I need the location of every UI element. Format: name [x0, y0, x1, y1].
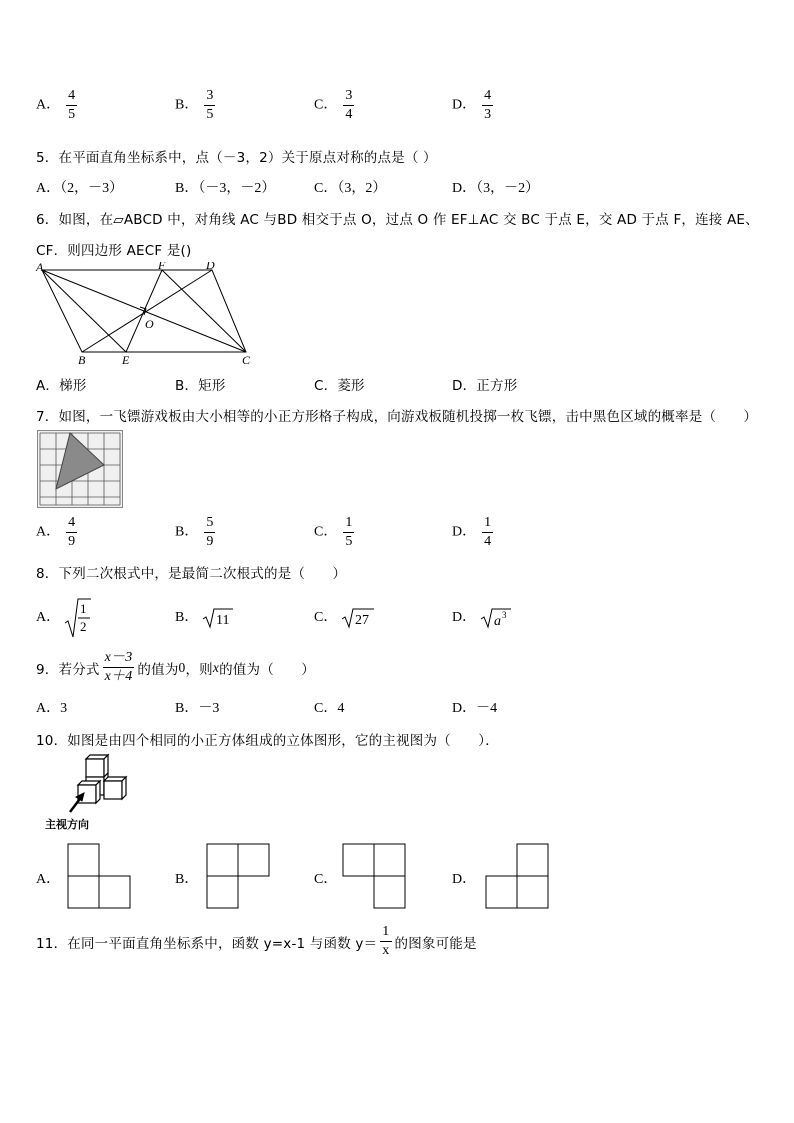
- q9-option-d: D．－4: [452, 701, 498, 716]
- q9-option-b: B．－3: [175, 701, 220, 716]
- q10-option-a-figure: [67, 843, 131, 909]
- fraction: $\frac{3}{4}$: [345, 88, 353, 122]
- q10-option-c-label: C．: [314, 872, 338, 887]
- q7-option-c: C． $\frac{1}{5}$: [314, 515, 353, 549]
- svg-text:a: a: [493, 613, 501, 629]
- label-f: F: [158, 262, 166, 272]
- q4-option-c: C． $\frac{3}{4}$: [314, 88, 353, 122]
- q8-option-d: D． a 3: [452, 606, 512, 629]
- q10-option-b-label: B．: [175, 872, 199, 887]
- svg-text:2: 2: [79, 619, 87, 634]
- svg-text:27: 27: [354, 612, 369, 628]
- q9-stem: 9．若分式 $\frac{x-3}{x+4}$ 的值为 0 ，则 x 的值为（ ）: [36, 650, 315, 684]
- q5-option-b: B．（－3，－2）: [175, 181, 276, 196]
- fraction: $\frac{4}{9}$: [68, 515, 76, 549]
- parallelogram-figure: [34, 262, 264, 370]
- q10-option-d-label: D．: [452, 872, 477, 887]
- fraction: $\frac{5}{9}$: [206, 515, 214, 549]
- q8-option-b: B． 11: [175, 606, 234, 629]
- q6-option-c: C．菱形: [314, 378, 365, 394]
- fraction: $\frac{1}{5}$: [345, 515, 353, 549]
- label-d: D: [206, 262, 215, 272]
- fraction: $\frac{3}{5}$: [206, 88, 214, 122]
- q8-option-c: C． 27: [314, 606, 375, 629]
- q8-stem: 8．下列二次根式中，是最简二次根式的是（ ）: [36, 566, 347, 582]
- label-e: E: [122, 353, 130, 367]
- label-o: O: [145, 317, 154, 331]
- svg-text:3: 3: [501, 609, 507, 620]
- q6-stem-line1: 6．如图，在▱ABCD 中，对角线 AC 与BD 相交于点 O，过点 O 作 EF⊥AC 交 BC 于点 E，交 AD 于点 F，连接 AE、: [36, 212, 759, 228]
- label-b: B: [78, 353, 86, 367]
- sqrt-fraction: [64, 597, 92, 639]
- sqrt-11: [202, 607, 234, 629]
- q4-option-d: D． $\frac{4}{3}$: [452, 88, 492, 122]
- q11-fraction: $\frac{1}{x}$: [382, 924, 390, 958]
- fraction: $\frac{4}{3}$: [484, 88, 492, 122]
- q5-option-c: C．（3，2）: [314, 181, 387, 196]
- q10-option-b-figure: [206, 843, 270, 909]
- q10-option-c-figure: [342, 843, 406, 909]
- viewing-direction-caption: 主视方向: [45, 818, 89, 831]
- q8-option-a: A． 1 2: [36, 597, 92, 639]
- q6-option-d: D．正方形: [452, 378, 518, 394]
- q6-stem-line2: CF．则四边形 AECF 是(): [36, 243, 192, 259]
- q5-option-d: D．（3，－2）: [452, 181, 540, 196]
- svg-text:1: 1: [79, 601, 87, 616]
- sqrt-27: [341, 607, 375, 629]
- q6-option-b: B．矩形: [175, 378, 226, 394]
- fraction: $\frac{1}{4}$: [484, 515, 492, 549]
- q7-stem: 7．如图，一飞镖游戏板由大小相等的小正方形格子构成，向游戏板随机投掷一枚飞镖，击中黑色区域的概率是（ ）: [36, 409, 758, 425]
- dartboard-grid-figure: [37, 430, 123, 508]
- label-a: A: [36, 262, 44, 274]
- q7-option-a: A． $\frac{4}{9}$: [36, 515, 76, 549]
- q9-fraction: $\frac{x-3}{x+4}$: [104, 650, 133, 684]
- q7-option-b: B． $\frac{5}{9}$: [175, 515, 214, 549]
- q5-option-a: A．（2，－3）: [36, 181, 124, 196]
- q10-stem: 10．如图是由四个相同的小正方体组成的立体图形，它的主视图为（ ）．: [36, 733, 499, 749]
- q11-stem: 11．在同一平面直角坐标系中，函数 y=x-1 与函数 y＝ $\frac{1}{x}$ 的图象可能是: [36, 924, 477, 958]
- q4-option-b: B． $\frac{3}{5}$: [175, 88, 214, 122]
- q4-option-a: A． $\frac{4}{5}$: [36, 88, 76, 122]
- q6-option-a: A．梯形: [36, 378, 87, 394]
- fraction: $\frac{4}{5}$: [68, 88, 76, 122]
- q5-stem: 5．在平面直角坐标系中，点（－3，2）关于原点对称的点是（ ）: [36, 150, 437, 166]
- q9-option-a: A．3: [36, 701, 68, 716]
- q10-option-d-figure: [485, 843, 549, 909]
- q7-option-d: D． $\frac{1}{4}$: [452, 515, 492, 549]
- q9-option-c: C．4: [314, 701, 345, 716]
- q10-option-a-label: A．: [36, 872, 61, 887]
- svg-text:11: 11: [215, 612, 230, 628]
- sqrt-a-cubed: [480, 607, 512, 629]
- label-c: C: [242, 353, 251, 367]
